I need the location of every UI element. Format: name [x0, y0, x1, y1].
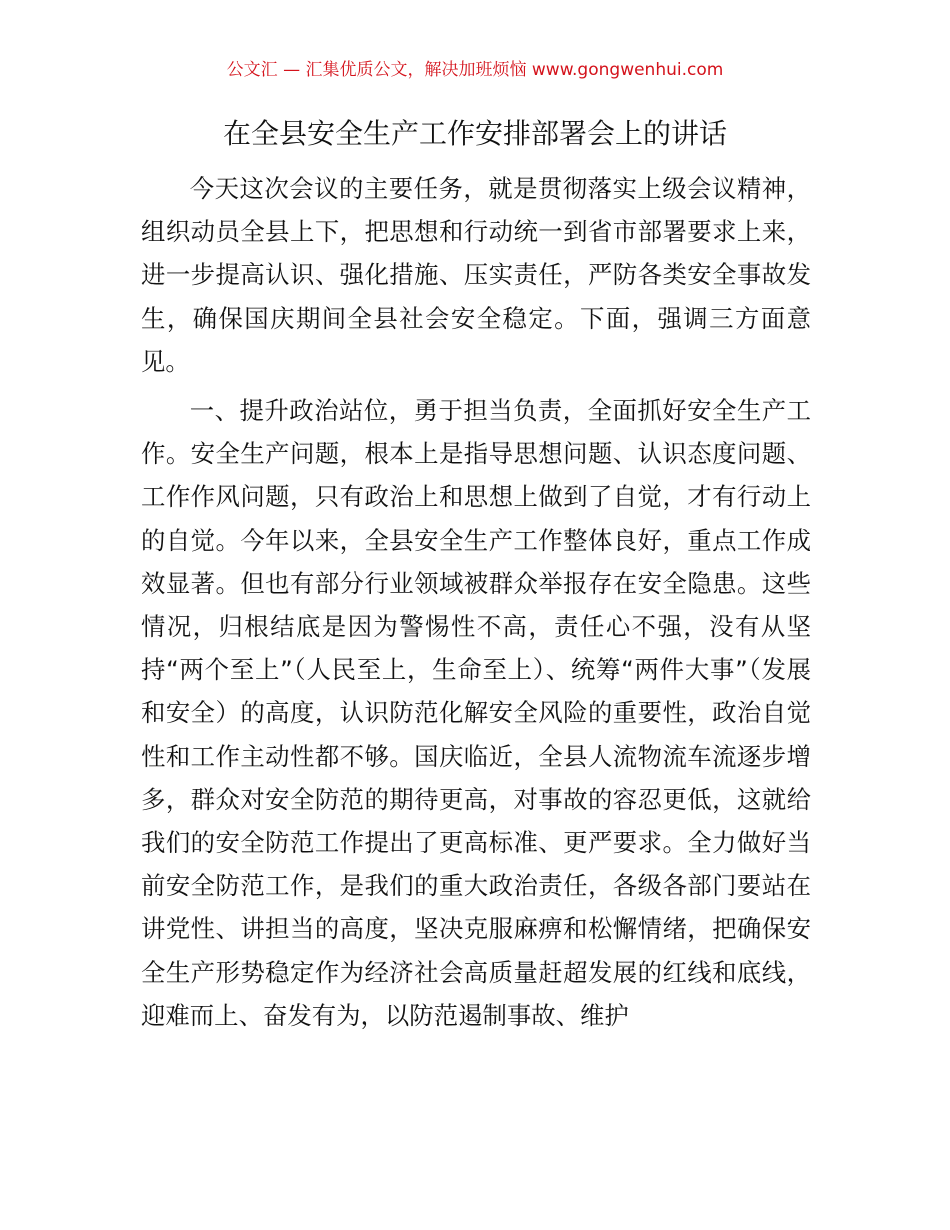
document-title: 在全县安全生产工作安排部署会上的讲话	[222, 117, 727, 150]
document-body	[141, 167, 811, 1037]
site-banner: 公文汇 — 汇集优质公文，解决加班烦恼 www.gongwenhui.com	[226, 60, 724, 80]
paragraph-intro: 今天这次会议的主要任务，就是贯彻落实上级会议精神，组织动员全县上下，把思想和行动统一到省市部署要求上来，进一步提高认识、强化措施、压实责任，严防各类安全事故发生，确保国庆期间全县社会安全稳定。下面，强调三方面意见。	[141, 174, 811, 376]
paragraph-section-one: 一、提升政治站位，勇于担当负责，全面抓好安全生产工作。安全生产问题，根本上是指导思想问题、认识态度问题、工作作风问题，只有政治上和思想上做到了自觉，才有行动上的自觉。今年以来，全县安全生产工作整体良好，重点工作成效显著。但也有部分行业领域被群众举报存在安全隐患。这些情况，归根结底是因为警惕性不高，责任心不强，没有从坚持“两个至上”（人民至上，生命至上）、统筹“两件大事”（发展和安全）的高度，认识防范化解安全风险的重要性，政治自觉性和工作主动性都不够。国庆临近，全县人流物流车流逐步增多，群众对安全防范的期待更高，对事故的容忍更低，这就给我们的安全防范工作提出了更高标准、更严要求。全力做好当前安全防范工作，是我们的重大政治责任，各级各部门要站在讲党性、讲担当的高度，坚决克服麻痹和松懈情绪，把确保安全生产形势稳定作为经济社会高质量赶超发展的红线和底线，迎难而上、奋发有为，以防范遏制事故、维护	[141, 396, 811, 1030]
